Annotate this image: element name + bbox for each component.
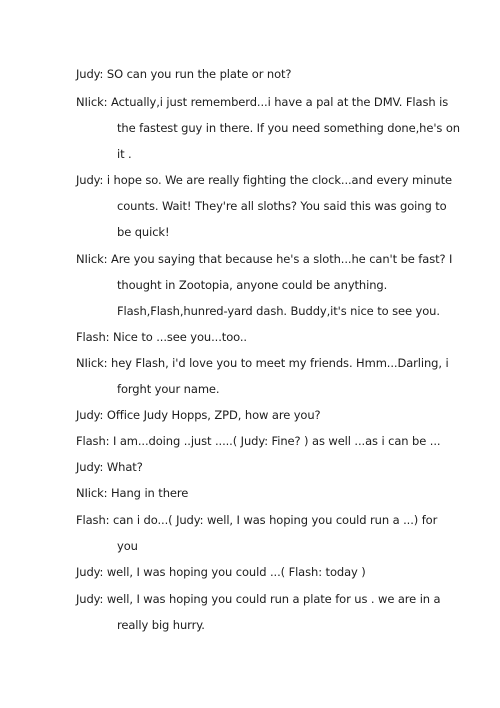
script-line: NIick: hey Flash, i'd love you to meet my friends. Hmm...Darling, i (76, 356, 449, 370)
script-line: Judy: well, I was hoping you could ...( Flash: today ) (76, 565, 366, 579)
script-line: NIick: Hang in there (76, 486, 189, 500)
script-line: Flash: Nice to ...see you...too.. (76, 330, 247, 344)
script-line: Judy: well, I was hoping you could run a plate for us . we are in a (76, 592, 441, 606)
script-line: Judy: Office Judy Hopps, ZPD, how are you? (76, 408, 321, 422)
script-line: Flash: can i do...( Judy: well, I was hoping you could run a ...) for (76, 513, 438, 527)
script-line: be quick! (117, 225, 170, 239)
script-line: Judy: What? (76, 460, 143, 474)
script-line: Judy: i hope so. We are really fighting the clock...and every minute (76, 173, 452, 187)
script-line: it . (117, 147, 132, 161)
script-line: Flash: I am...doing ..just .....( Judy: Fine? ) as well ...as i can be ... (76, 434, 441, 448)
script-line: thought in Zootopia, anyone could be anything. (117, 278, 388, 292)
script-line: counts. Wait! They're all sloths? You said this was going to (117, 199, 447, 213)
script-line: really big hurry. (117, 618, 205, 632)
script-line: NIick: Are you saying that because he's a sloth...he can't be fast? I (76, 252, 453, 266)
script-line: forght your name. (117, 382, 220, 396)
script-line: you (117, 539, 138, 553)
script-line: the fastest guy in there. If you need something done,he's on (117, 121, 460, 135)
script-line: NIick: Actually,i just rememberd...i have a pal at the DMV. Flash is (76, 95, 449, 109)
script-line: Judy: SO can you run the plate or not? (76, 67, 292, 81)
script-line: Flash,Flash,hunred-yard dash. Buddy,it's nice to see you. (117, 304, 440, 318)
